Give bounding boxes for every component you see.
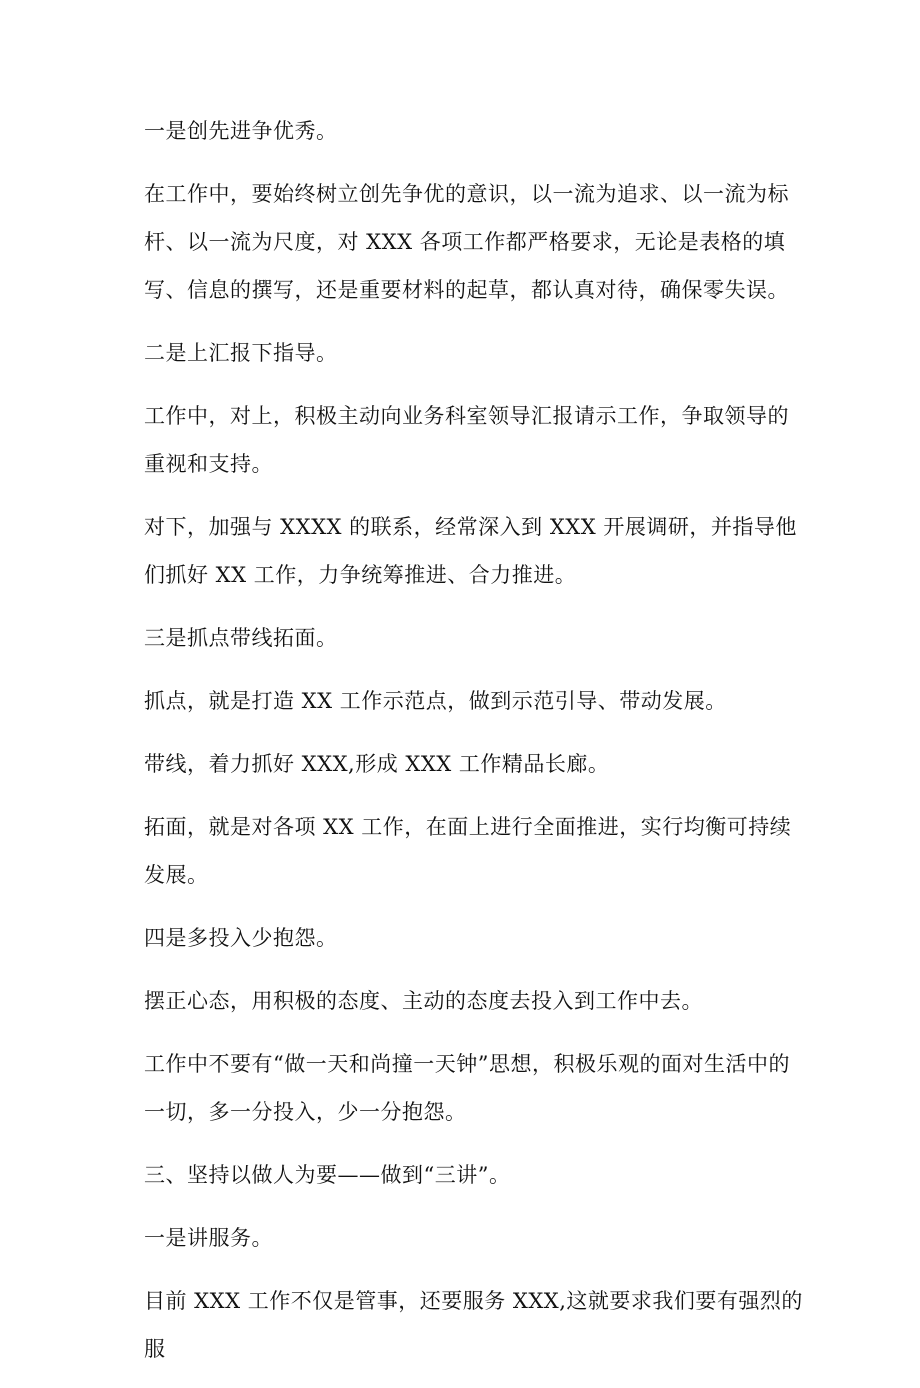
paragraph-13: 三、坚持以做人为要——做到“三讲”。 — [144, 1163, 511, 1187]
paragraph-12: 工作中不要有“做一天和尚撞一天钟”思想，积极乐观的面对生活中的一切，多一分投入，少一分抱怨。 — [144, 1052, 790, 1124]
paragraph-1: 一是创先进争优秀。 — [144, 119, 338, 143]
paragraph-11: 摆正心态，用积极的态度、主动的态度去投入到工作中去。 — [144, 989, 703, 1013]
paragraph-3: 二是上汇报下指导。 — [144, 341, 338, 365]
paragraph-6: 三是抓点带线拓面。 — [144, 626, 338, 650]
paragraph-8: 带线，着力抓好 XXX,形成 XXX 工作精品长廊。 — [144, 752, 610, 776]
document-body — [144, 107, 804, 1388]
paragraph-9: 拓面，就是对各项 XX 工作，在面上进行全面推进，实行均衡可持续发展。 — [144, 815, 792, 887]
paragraph-2: 在工作中，要始终树立创先争优的意识，以一流为追求、以一流为标杆、以一流为尺度，对 XXX 各项工作都严格要求，无论是表格的填写、信息的撰写，还是重要材料的起草，都认真对待，确保零失误。 — [144, 182, 789, 302]
paragraph-5: 对下，加强与 XXXX 的联系，经常深入到 XXX 开展调研，并指导他们抓好 XX 工作，力争统筹推进、合力推进。 — [144, 515, 797, 587]
paragraph-4: 工作中，对上，积极主动向业务科室领导汇报请示工作，争取领导的重视和支持。 — [144, 404, 789, 476]
paragraph-14: 一是讲服务。 — [144, 1226, 273, 1250]
paragraph-7: 抓点，就是打造 XX 工作示范点，做到示范引导、带动发展。 — [144, 689, 727, 713]
paragraph-15: 目前 XXX 工作不仅是管事，还要服务 XXX,这就要求我们要有强烈的服 — [144, 1289, 803, 1361]
paragraph-10: 四是多投入少抱怨。 — [144, 926, 338, 950]
